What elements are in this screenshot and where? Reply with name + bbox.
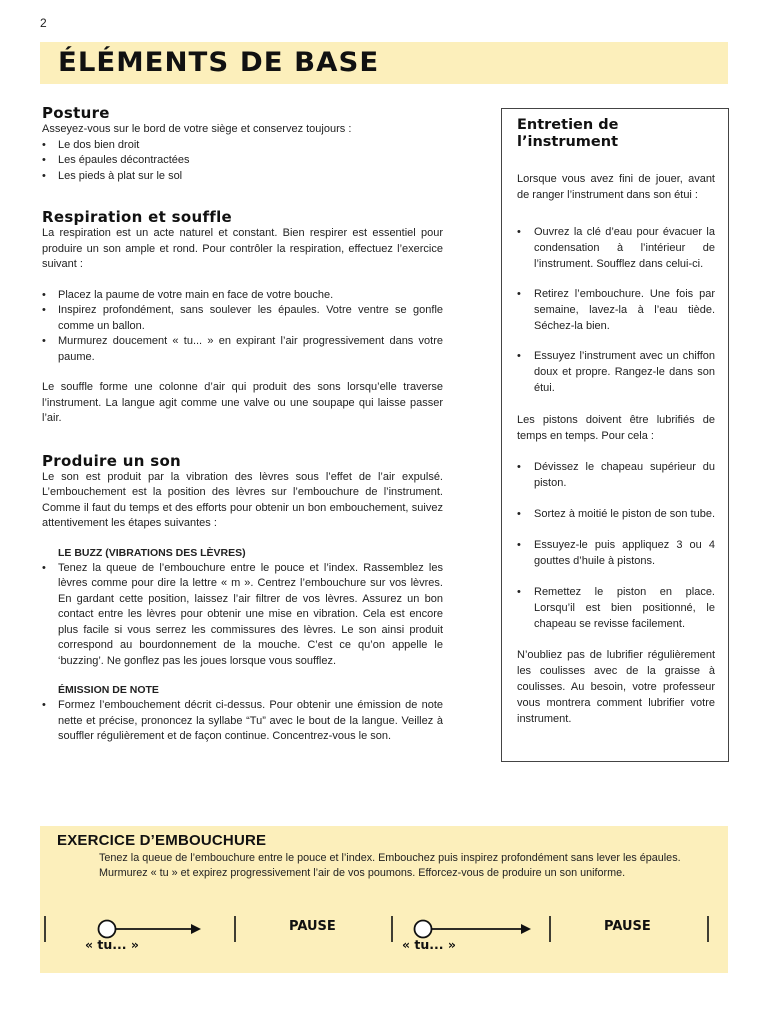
list-item: • Placez la paume de votre main en face de votre bouche. [42,288,443,304]
emission-heading: ÉMISSION DE NOTE [58,684,159,696]
syllable-label: « tu... » [402,937,456,952]
list-item: • Murmurez doucement « tu... » en expirant l’air progressivement dans votre paume. [42,334,443,365]
list-item: • Essuyez-le puis appliquez 3 ou 4 gouttes d’huile à pistons. [517,537,715,569]
sidebar-heading [517,117,715,151]
note-circle [99,921,116,938]
exercise-box [40,826,728,973]
sidebar-list-pistons [517,459,715,632]
list-item: • Formez l’embouchement décrit ci-dessus. Pour obtenir une émission de note nette et précise, prononcez la syllabe “Tu” avec le bout de la langue. Veillez à souffler régulièrement et de façon continue. Concentrez-vous le son. [42,698,443,745]
respiration-heading: Respiration et souffle [42,208,233,226]
list-item: • Dévissez le chapeau supérieur du piston. [517,459,715,491]
sidebar-list-cleaning [517,224,715,396]
sidebar-pistons-intro: Les pistons doivent être lubrifiés de temps en temps. Pour cela : [517,414,715,442]
respiration-outro: Le souffle forme une colonne d’air qui produit des sons lorsqu’elle traverse l’instrument. La langue agit comme une valve ou une soupape qui laisse passer l’air. [42,381,443,424]
list-item: • Ouvrez la clé d’eau pour évacuer la condensation à l’intérieur de l’instrument. Soufflez dans celui-ci. [517,224,715,272]
respiration-list [42,288,443,366]
list-item: • Tenez la queue de l’embouchure entre le pouce et l’index. Rassemblez les lèvres comme pour dire la lettre « m ». Centrez l’embouchure sur vos lèvres. En gardant cette position, laissez l’air filtrer de vos lèvres. Assurez un bon contact entre les lèvres pour obtenir une mise en vibration. Cela est encore plus facile si vous serrez les commissures des lèvres. Le son ainsi produit correspond au bourdonnement de la mouche. C’est ce qu’on appelle le ‘buzzing’. Ne gonflez pas les joues lorsque vous soufflez. [42,561,443,670]
list-item: • Sortez à moitié le piston de son tube. [517,506,715,522]
syllable-label: « tu... » [85,937,139,952]
page-title: ÉLÉMENTS DE BASE [58,47,380,78]
posture-intro: Asseyez-vous sur le bord de votre siège et conservez toujours : [42,123,352,135]
exercise-line-2: Murmurez « tu » et expirez progressivement l’air de vos poumons. Efforcez-vous de produire un son uniforme. [99,867,626,879]
list-item: • Les pieds à plat sur le sol [42,169,443,185]
sidebar-heading-line2: l’instrument [517,134,619,150]
sidebar-heading-line1: Entretien de [517,117,619,133]
list-item: • Les épaules décontractées [42,153,443,169]
list-item: • Le dos bien droit [42,138,443,154]
exercise-notation [40,826,728,973]
exercise-line-1: Tenez la queue de l’embouchure entre le pouce et l’index. Embouchez puis inspirez profondément sans lever les épaules. [99,852,681,864]
maintenance-sidebar [501,108,729,762]
buzz-heading: LE BUZZ (VIBRATIONS DES LÈVRES) [58,546,246,559]
respiration-section [42,208,443,427]
posture-heading: Posture [42,104,110,122]
list-item: • Remettez le piston en place. Lorsqu’il est bien positionné, le chapeau se revisse facilement. [517,584,715,632]
pause-label: PAUSE [604,919,651,934]
produire-intro: Le son est produit par la vibration des lèvres sous l’effet de l’air expulsé. L’embouchement est la position des lèvres sur l’embouchure de l’instrument. Comme il faut du temps et des efforts pour obtenir un bon embouchement, suivez attentivement les étapes suivantes : [42,470,443,529]
posture-list [42,138,443,185]
produire-heading: Produire un son [42,451,182,470]
sidebar-intro: Lorsque vous avez fini de jouer, avant de ranger l’instrument dans son étui : [517,173,715,201]
respiration-intro: La respiration est un acte naturel et constant. Bien respirer est essentiel pour produire un son ample et rond. Pour contrôler la respiration, effectuez l’exercice suivant : [42,227,443,270]
arrow-head-icon [191,924,201,934]
sidebar-outro: N’oubliez pas de lubrifier régulièrement les coulisses avec de la graisse à coulisses. Au besoin, votre professeur vous montrera comment lubrifier votre instrument. [517,649,715,725]
title-banner [40,42,728,84]
list-item: • Essuyez l’instrument avec un chiffon doux et propre. Rangez-le dans son étui. [517,348,715,396]
produire-section [42,452,443,745]
note-circle [415,921,432,938]
page-number: 2 [40,16,47,30]
main-column [42,104,443,745]
pause-label: PAUSE [289,919,336,934]
buzz-list [42,561,443,670]
arrow-head-icon [521,924,531,934]
exercise-heading: EXERCICE D’EMBOUCHURE [57,832,267,849]
list-item: • Inspirez profondément, sans soulever les épaules. Votre ventre se gonfle comme un ballon. [42,303,443,334]
list-item: • Retirez l’embouchure. Une fois par semaine, lavez-la à l’eau tiède. Séchez-la bien. [517,286,715,334]
emission-list [42,698,443,745]
posture-section [42,104,443,184]
